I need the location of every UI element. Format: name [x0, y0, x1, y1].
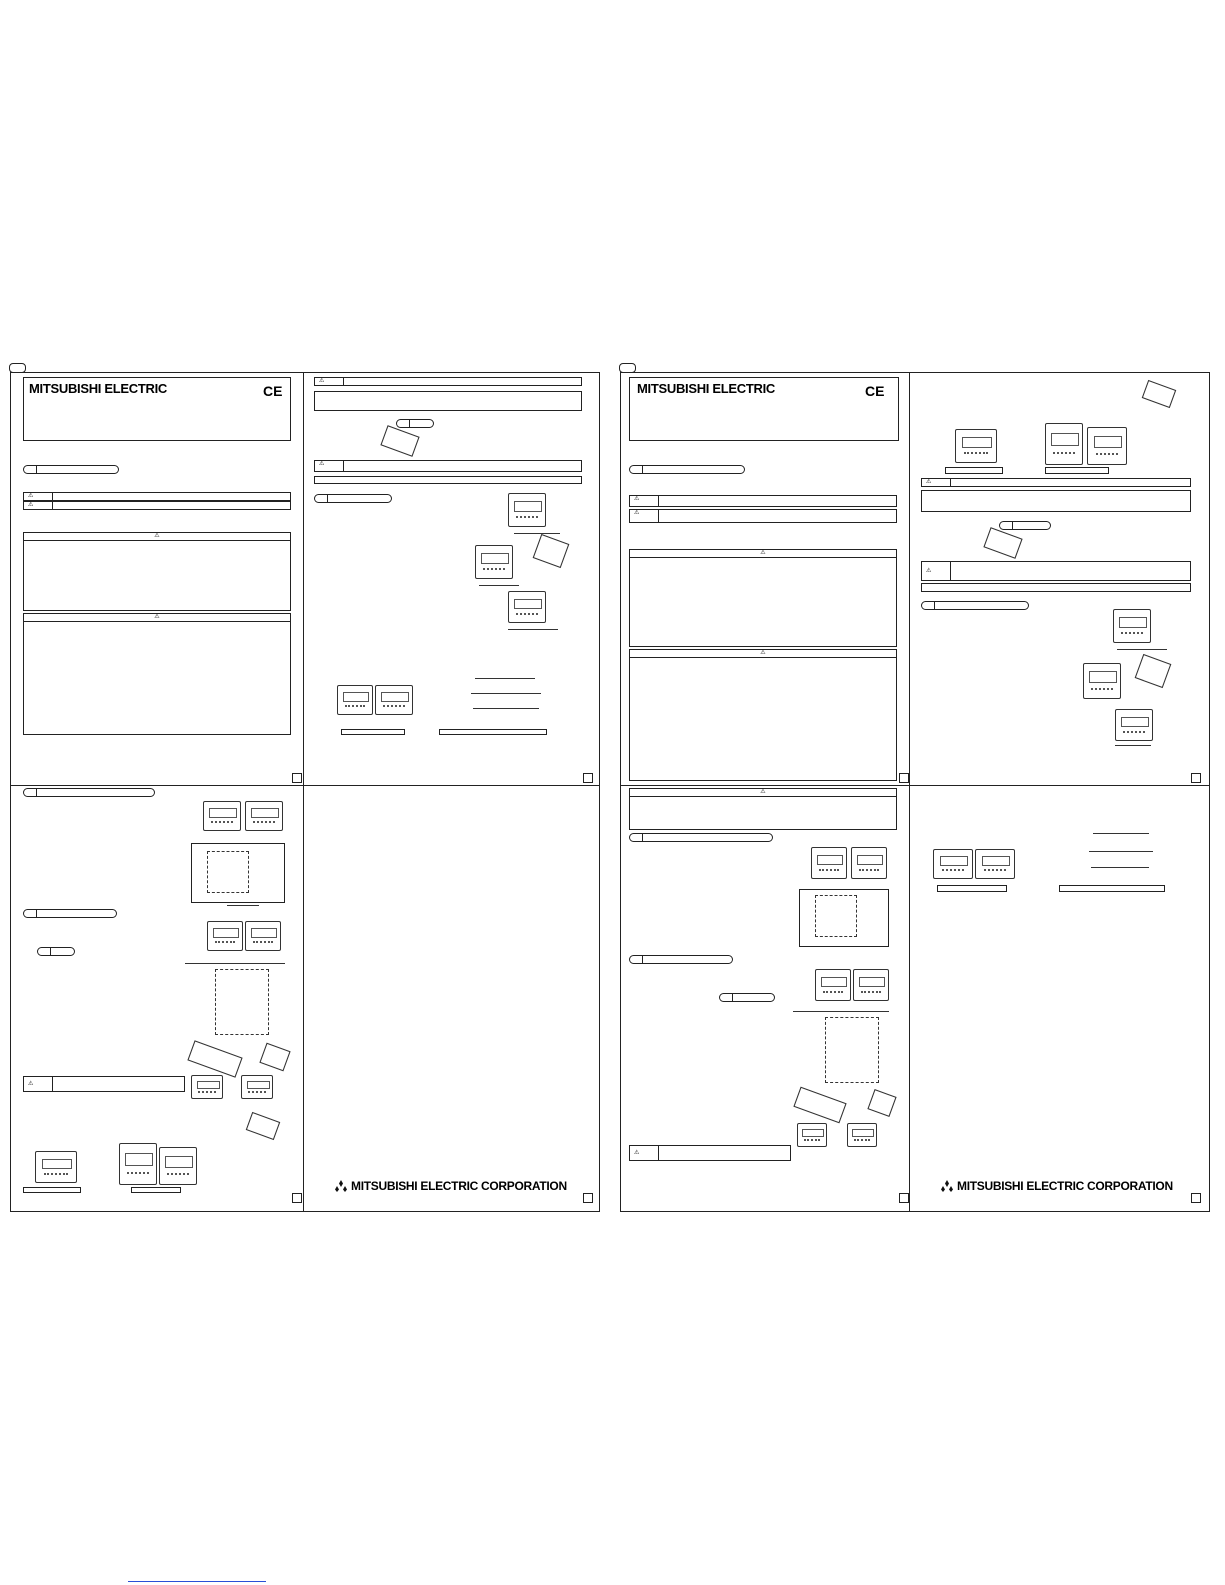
remote-controller-drawing [1083, 663, 1121, 699]
warning-triangle-icon: ⚠ [319, 461, 325, 467]
figure-caption-box [23, 1187, 81, 1193]
page-number-box [1191, 1193, 1201, 1203]
page-number-box [583, 1193, 593, 1203]
brand-logo-text: MITSUBISHI ELECTRIC [29, 381, 168, 396]
part-label-pill [396, 419, 434, 428]
sheet-tab [619, 363, 636, 373]
figure-caption-box [945, 467, 1003, 474]
sheet-tab [9, 363, 26, 373]
fold-line-horizontal [11, 785, 599, 786]
warning-triangle-icon: ⚠ [28, 502, 34, 508]
caution-row [314, 377, 582, 386]
case-back-drawing [1045, 423, 1083, 465]
manual-sheet-right [620, 372, 1210, 1212]
front-case-drawing [191, 1075, 223, 1099]
note-box [314, 391, 582, 411]
section-heading-bar [23, 788, 155, 797]
warning-triangle-icon: ⚠ [926, 568, 932, 574]
remote-controller-drawing [851, 847, 887, 879]
fold-line-vertical [303, 373, 304, 1211]
remote-controller-drawing [259, 1043, 290, 1072]
part-label-pill [719, 993, 775, 1002]
warning-triangle-icon: ⚠ [24, 533, 290, 541]
mounting-outline [825, 1017, 879, 1083]
remote-controller-drawing [35, 1151, 77, 1183]
mounting-outline [215, 969, 269, 1035]
note-strip [314, 476, 582, 484]
front-case-drawing [797, 1123, 827, 1147]
remote-controller-drawing [1087, 427, 1127, 465]
corporation-name: MITSUBISHI ELECTRIC CORPORATION [351, 1179, 567, 1193]
part-label-pill [37, 947, 75, 956]
wall-plate-drawing [793, 1087, 846, 1124]
remote-controller-drawing [508, 493, 546, 527]
corporation-name: MITSUBISHI ELECTRIC CORPORATION [957, 1179, 1173, 1193]
remote-controller-drawing [983, 527, 1022, 559]
three-diamonds-icon [333, 1180, 349, 1192]
caution-box [629, 788, 897, 830]
figure-caption-box [1045, 467, 1109, 474]
front-case-drawing [241, 1075, 273, 1099]
footer-link-underline[interactable] [128, 1581, 266, 1582]
wall-plate-drawing [187, 1040, 242, 1077]
section-heading-bar [23, 909, 117, 918]
note-box [921, 490, 1191, 512]
warning-triangle-icon: ⚠ [634, 510, 640, 516]
remote-controller-drawing [867, 1089, 896, 1117]
warning-triangle-icon: ⚠ [319, 378, 325, 384]
dimension-line [185, 963, 285, 964]
front-case-drawing [207, 921, 243, 951]
remote-controller-drawing [1142, 380, 1177, 408]
caution-box [23, 613, 291, 735]
warning-box [629, 549, 897, 647]
caution-row [921, 478, 1191, 487]
front-case-drawing [933, 849, 973, 879]
warning-triangle-icon: ⚠ [634, 1150, 640, 1156]
brand-logo-text: MITSUBISHI ELECTRIC [637, 381, 776, 396]
legend-row [23, 492, 291, 501]
leader-line [473, 708, 539, 709]
leader-line [1089, 851, 1153, 852]
front-case-drawing [337, 685, 373, 715]
dimension-line [227, 905, 259, 906]
front-case-drawing [847, 1123, 877, 1147]
three-diamonds-icon [939, 1180, 955, 1192]
figure-caption-box [439, 729, 547, 735]
ce-mark: CE [263, 383, 283, 399]
leader-line [479, 585, 519, 586]
section-heading-bar [23, 465, 119, 474]
front-case-drawing [811, 847, 847, 879]
remote-controller-drawing [245, 801, 283, 831]
remote-controller-drawing [246, 1112, 281, 1140]
remote-controller-drawing [1135, 654, 1172, 688]
warning-triangle-icon: ⚠ [630, 650, 896, 658]
figure-caption-box [1059, 885, 1165, 892]
page-number-box [292, 1193, 302, 1203]
caution-box [629, 649, 897, 781]
remote-controller-drawing [475, 545, 513, 579]
legend-row [629, 495, 897, 507]
fold-line-vertical [909, 373, 910, 1211]
figure-caption-box [937, 885, 1007, 892]
page-number-box [899, 773, 909, 783]
front-case-drawing [815, 969, 851, 1001]
page-number-box [1191, 773, 1201, 783]
mounting-outline [207, 851, 249, 893]
legend-row [629, 509, 897, 523]
leader-line [1117, 649, 1167, 650]
caution-row [629, 1145, 791, 1161]
leader-line [475, 678, 535, 679]
section-heading-bar [629, 833, 773, 842]
fold-line-horizontal [621, 785, 1209, 786]
mounting-outline [815, 895, 857, 937]
remote-controller-drawing [975, 849, 1015, 879]
remote-controller-drawing [380, 425, 419, 457]
remote-controller-drawing [508, 591, 546, 623]
caution-row [314, 460, 582, 472]
remote-controller-drawing [159, 1147, 197, 1185]
warning-triangle-icon: ⚠ [28, 493, 34, 499]
note-strip [921, 583, 1191, 592]
front-case-drawing [203, 801, 241, 831]
caution-row [921, 561, 1191, 581]
caution-row [23, 1076, 185, 1092]
leader-line [1093, 833, 1149, 834]
section-heading-bar [629, 955, 733, 964]
warning-triangle-icon: ⚠ [28, 1081, 34, 1087]
remote-controller-drawing [1113, 609, 1151, 643]
page-number-box [583, 773, 593, 783]
remote-controller-drawing [533, 534, 570, 568]
warning-box [23, 532, 291, 611]
manual-sheet-left [10, 372, 600, 1212]
remote-controller-drawing [1115, 709, 1153, 741]
warning-triangle-icon: ⚠ [634, 496, 640, 502]
leader-line [508, 629, 558, 630]
figure-caption-box [341, 729, 405, 735]
remote-controller-drawing [375, 685, 413, 715]
section-heading-bar [629, 465, 745, 474]
warning-triangle-icon: ⚠ [24, 614, 290, 622]
warning-triangle-icon: ⚠ [630, 550, 896, 558]
figure-caption-box [131, 1187, 181, 1193]
remote-controller-drawing [245, 921, 281, 951]
page-number-box [899, 1193, 909, 1203]
leader-line [471, 693, 541, 694]
remote-controller-drawing [853, 969, 889, 1001]
remote-controller-drawing [955, 429, 997, 463]
section-heading-bar [314, 494, 392, 503]
page-number-box [292, 773, 302, 783]
ce-mark: CE [865, 383, 885, 399]
case-back-drawing [119, 1143, 157, 1185]
leader-line [1115, 745, 1151, 746]
warning-triangle-icon: ⚠ [630, 789, 896, 797]
warning-triangle-icon: ⚠ [926, 479, 932, 485]
dimension-line [793, 1011, 889, 1012]
legend-row [23, 501, 291, 510]
section-heading-bar [921, 601, 1029, 610]
leader-line [1091, 867, 1149, 868]
part-label-pill [999, 521, 1051, 530]
leader-line [514, 533, 560, 534]
